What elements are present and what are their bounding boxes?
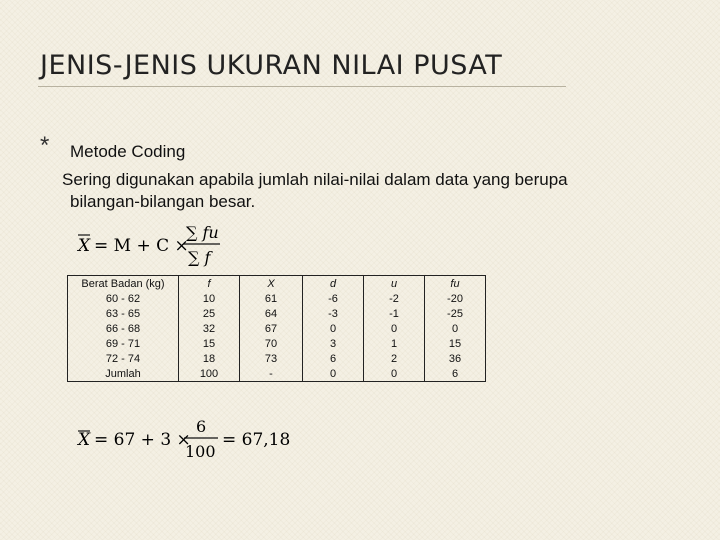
cell-x: 73 — [240, 351, 303, 366]
table-row — [68, 306, 486, 321]
cell-u: 1 — [364, 336, 425, 351]
cell-u: -1 — [364, 306, 425, 321]
slide-title: JENIS-JENIS UKURAN NILAI PUSAT — [40, 50, 503, 81]
cell-x: 67 — [240, 321, 303, 336]
formula-general-rhs: = M + C × — [94, 236, 189, 256]
formula-general — [74, 216, 234, 275]
formula-result-numerator: 6 — [196, 417, 207, 436]
cell-d: 6 — [303, 351, 364, 366]
cell-class: 60 - 62 — [68, 291, 179, 306]
table-row — [68, 321, 486, 336]
cell-total-d: 0 — [303, 366, 364, 382]
cell-u: 0 — [364, 321, 425, 336]
col-header-d: d — [303, 276, 364, 292]
cell-f: 18 — [179, 351, 240, 366]
cell-total-x: - — [240, 366, 303, 382]
cell-x: 61 — [240, 291, 303, 306]
col-header-weight: Berat Badan (kg) — [68, 276, 179, 292]
description-line-2: bilangan-bilangan besar. — [70, 192, 256, 211]
cell-total-u: 0 — [364, 366, 425, 382]
bullet-star-icon: * — [40, 132, 50, 159]
col-header-u: u — [364, 276, 425, 292]
cell-u: -2 — [364, 291, 425, 306]
cell-total-fu: 6 — [425, 366, 486, 382]
formula-result-denominator: 100 — [185, 442, 216, 461]
cell-fu: 36 — [425, 351, 486, 366]
cell-d: 0 — [303, 321, 364, 336]
cell-class: 66 - 68 — [68, 321, 179, 336]
formula-general-denominator: ∑ f — [188, 248, 211, 267]
table-row — [68, 336, 486, 351]
cell-class: 72 - 74 — [68, 351, 179, 366]
cell-fu: 15 — [425, 336, 486, 351]
col-header-fu: fu — [425, 276, 486, 292]
description-line-1: Sering digunakan apabila jumlah nilai-nilai dalam data yang berupa — [62, 170, 568, 189]
cell-fu: -25 — [425, 306, 486, 321]
cell-x: 64 — [240, 306, 303, 321]
table-row — [68, 351, 486, 366]
col-header-f: f — [179, 276, 240, 292]
cell-f: 10 — [179, 291, 240, 306]
cell-total-f: 100 — [179, 366, 240, 382]
bullet-heading: Metode Coding — [70, 142, 186, 161]
cell-d: -6 — [303, 291, 364, 306]
description — [62, 169, 642, 213]
table-total-row — [68, 366, 486, 382]
cell-x: 70 — [240, 336, 303, 351]
cell-total-label: Jumlah — [68, 366, 179, 382]
formula-result-lhs: X — [78, 430, 91, 450]
formula-result-rhs: = 67 + 3 × — [94, 430, 191, 450]
table-row — [68, 291, 486, 306]
title-underline — [38, 86, 566, 87]
cell-u: 2 — [364, 351, 425, 366]
formula-general-lhs: X — [78, 236, 91, 256]
cell-class: 69 - 71 — [68, 336, 179, 351]
table-header-row — [68, 276, 486, 292]
cell-f: 32 — [179, 321, 240, 336]
cell-d: -3 — [303, 306, 364, 321]
coding-table — [67, 275, 486, 382]
formula-result — [74, 414, 304, 469]
cell-fu: -20 — [425, 291, 486, 306]
formula-result-value: = 67,18 — [222, 430, 291, 450]
cell-f: 25 — [179, 306, 240, 321]
cell-fu: 0 — [425, 321, 486, 336]
col-header-x: X — [240, 276, 303, 292]
cell-class: 63 - 65 — [68, 306, 179, 321]
cell-f: 15 — [179, 336, 240, 351]
cell-d: 3 — [303, 336, 364, 351]
formula-general-numerator: ∑ fu — [186, 223, 219, 242]
